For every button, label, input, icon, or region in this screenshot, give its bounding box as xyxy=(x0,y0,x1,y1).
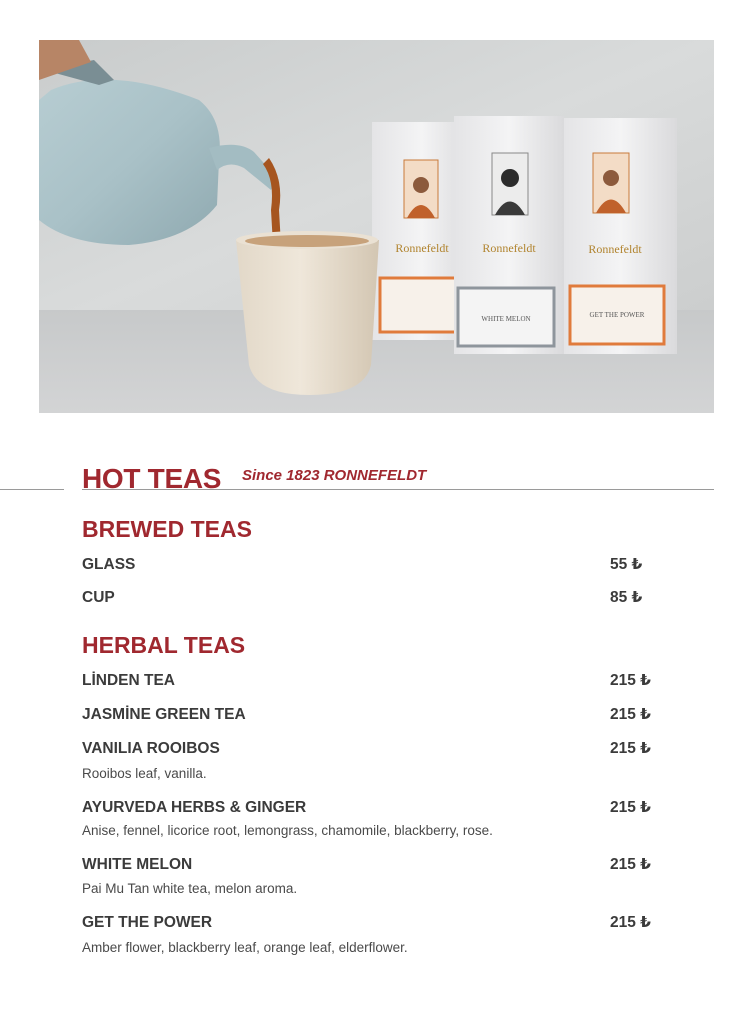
menu-item-description: Pai Mu Tan white tea, melon aroma. xyxy=(82,881,298,896)
menu-item-name: JASMİNE GREEN TEA xyxy=(82,706,246,723)
menu-item-name: VANILIA ROOIBOS xyxy=(82,740,220,757)
tea-bag-white-melon xyxy=(454,116,564,354)
menu-item-name: GET THE POWER xyxy=(82,914,213,931)
tea-bag-get-the-power xyxy=(564,118,677,354)
menu-item-name: AYURVEDA HERBS & GINGER xyxy=(82,799,307,816)
menu-item-description: Anise, fennel, licorice root, lemongrass, chamomile, blackberry, rose. xyxy=(82,823,493,838)
menu-item-name: GLASS xyxy=(82,556,136,573)
menu-item-price: 215 ₺ xyxy=(610,914,651,931)
page-title: HOT TEAS xyxy=(82,463,222,494)
section-title-herbal: HERBAL TEAS xyxy=(82,632,246,658)
menu-item-price: 55 ₺ xyxy=(610,556,643,573)
menu-item-name: CUP xyxy=(82,589,115,606)
tea-pouring-illustration xyxy=(39,40,714,413)
menu-item-description: Rooibos leaf, vanilla. xyxy=(82,766,207,781)
menu-item-price: 85 ₺ xyxy=(610,589,643,606)
header-rule-left xyxy=(0,489,64,490)
page-subtitle: Since 1823 RONNEFELDT xyxy=(242,467,427,484)
menu-item-price: 215 ₺ xyxy=(610,799,651,816)
menu-item-name: LİNDEN TEA xyxy=(82,672,175,689)
menu-item-price: 215 ₺ xyxy=(610,706,651,723)
menu-item-price: 215 ₺ xyxy=(610,856,651,873)
menu-item-price: 215 ₺ xyxy=(610,740,651,757)
tea-cup xyxy=(236,231,379,395)
menu-item-name: WHITE MELON xyxy=(82,856,193,873)
svg-text:GET THE POWER: GET THE POWER xyxy=(589,311,645,319)
menu-item-price: 215 ₺ xyxy=(610,672,651,689)
hero-photo xyxy=(39,40,714,413)
svg-text:Ronnefeldt: Ronnefeldt xyxy=(482,241,536,255)
section-title-brewed: BREWED TEAS xyxy=(82,516,252,542)
svg-text:WHITE MELON: WHITE MELON xyxy=(481,315,531,323)
menu-item-description: Amber flower, blackberry leaf, orange leaf, elderflower. xyxy=(82,940,408,955)
svg-text:Ronnefeldt: Ronnefeldt xyxy=(588,242,642,256)
svg-text:Ronnefeldt: Ronnefeldt xyxy=(395,241,449,255)
